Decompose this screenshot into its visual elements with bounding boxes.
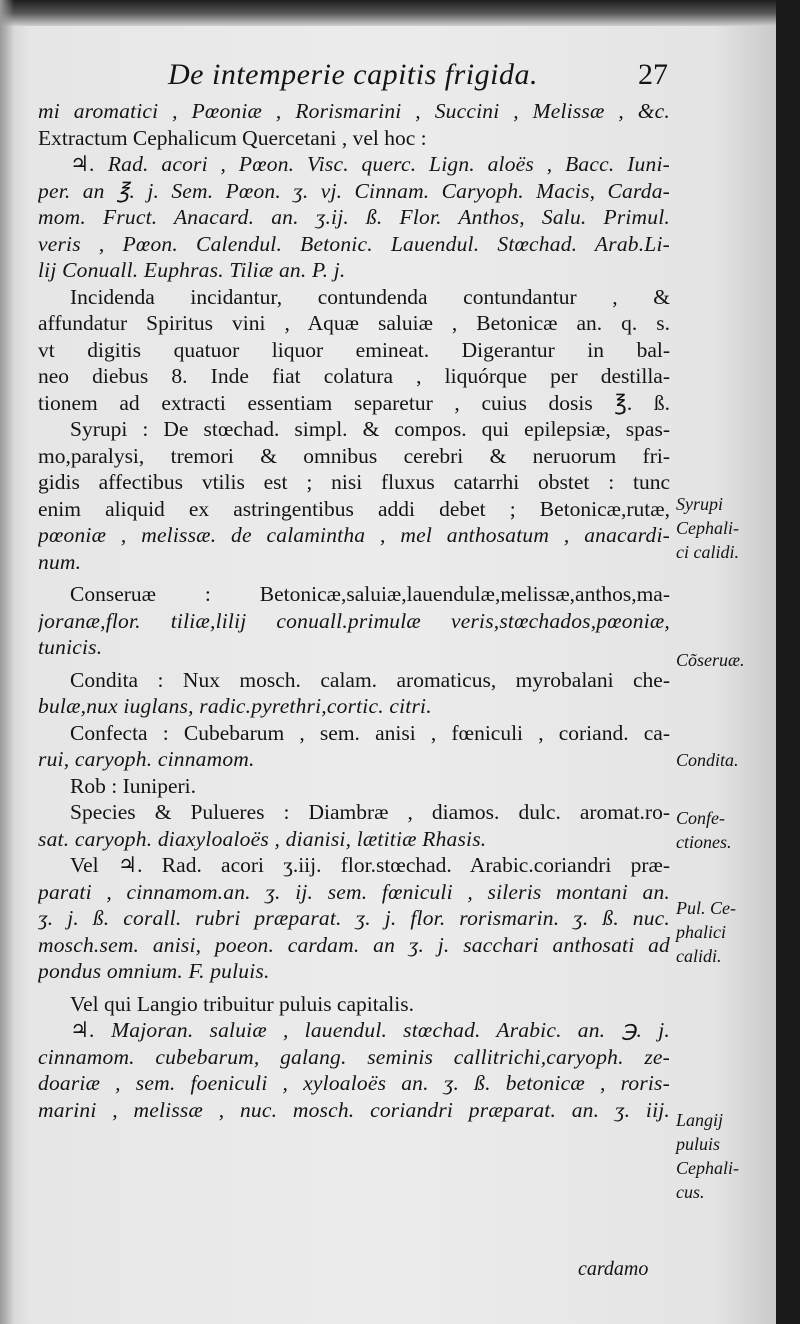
text-line: Incidenda incidantur, contundenda contundantur , & xyxy=(70,284,670,309)
text-line: Vel ♃. Rad. acori ʒ.iij. flor.stœchad. Arabic.coriandri præ- xyxy=(70,853,670,877)
text-line: bulæ,nux iuglans, radic.pyrethri,cortic. citri. xyxy=(38,694,432,718)
text-line: joranæ,flor. tiliæ,lilij conuall.primulæ veris,stœchados,pœoniæ, xyxy=(38,608,670,633)
marginal-note-line: phalici xyxy=(676,922,726,942)
text-line: lij Conuall. Euphras. Tiliæ an. P. j. xyxy=(38,258,346,282)
marginal-note-line: Cõseruæ. xyxy=(676,650,745,670)
page-number: 27 xyxy=(638,58,668,91)
marginal-note-line: Syrupi xyxy=(676,494,723,514)
text-line: pondus omnium. F. puluis. xyxy=(38,959,270,983)
text-line: sat. caryoph. diaxyloaloës , dianisi, lætitiæ Rhasis. xyxy=(38,826,487,851)
text-line: per. an ℥. j. Sem. Pœon. ʒ. vj. Cinnam. Caryoph. Macis, Carda- xyxy=(38,178,670,203)
marginal-note-line: ci calidi. xyxy=(676,542,739,562)
marginal-note-langij xyxy=(676,1108,774,1204)
text-line: mom. Fruct. Anacard. an. ʒ.ij. ß. Flor. Anthos, Salu. Primul. xyxy=(38,205,670,229)
text-line: rui, caryoph. cinnamom. xyxy=(38,747,255,771)
text-line: gidis affectibus vtilis est ; nisi fluxus catarrhi obstet : tunc xyxy=(38,470,670,494)
text-line: Conseruæ : Betonicæ,saluiæ,lauendulæ,melissæ,anthos,ma- xyxy=(70,582,670,606)
text-line: cinnamom. cubebarum, galang. seminis callitrichi,caryoph. ze- xyxy=(38,1044,670,1069)
text-line: pœoniæ , melissæ. de calamintha , mel anthosatum , anacardi- xyxy=(38,523,670,547)
text-line: Syrupi : De stœchad. simpl. & compos. qui epilepsiæ, spas- xyxy=(70,417,670,441)
text-line: tionem ad extracti essentiam separetur , cuius dosis ℥. ß. xyxy=(38,390,670,415)
text-line: enim aliquid ex astringentibus addi debet ; Betonicæ,rutæ, xyxy=(38,496,670,521)
marginal-note-line: Langij xyxy=(676,1110,724,1130)
text-line: Species & Pulueres : Diambræ , diamos. dulc. aromat.ro- xyxy=(70,800,670,824)
text-line: mi aromatici , Pœoniæ , Rorismarini , Succini , Melissæ , &c. xyxy=(38,99,670,123)
marginal-note-confectiones xyxy=(676,806,774,854)
text-line: Condita : Nux mosch. calam. aromaticus, myrobalani che- xyxy=(70,667,670,692)
text-line: num. xyxy=(38,549,82,574)
text-line: doariæ , sem. foeniculi , xyloaloës an. ʒ. ß. betonicæ , roris- xyxy=(38,1071,670,1095)
marginal-note-line: calidi. xyxy=(676,946,722,966)
page-header xyxy=(168,58,668,98)
text-line: ♃. Majoran. saluiæ , lauendul. stœchad. Arabic. an. ℈. j. xyxy=(70,1018,670,1042)
marginal-note-syrupi xyxy=(676,492,774,564)
text-line: mo,paralysi, tremori & omnibus cerebri & neruorum fri- xyxy=(38,443,670,468)
marginal-note-line: Cephali- xyxy=(676,1158,739,1178)
text-line: mosch.sem. anisi, poeon. cardam. an ʒ. j. sacchari anthosati ad xyxy=(38,932,670,957)
text-line: Extractum Cephalicum Quercetani , vel hoc : xyxy=(38,125,427,150)
marginal-note-pulueres xyxy=(676,896,774,968)
marginal-note-condita xyxy=(676,748,774,772)
running-title: De intemperie capitis frigida. xyxy=(168,58,538,91)
marginal-note-line: Confe- xyxy=(676,808,725,828)
marginal-note-line: cus. xyxy=(676,1182,705,1202)
text-line: ʒ. j. ß. corall. rubri præparat. ʒ. j. flor. rorismarin. ʒ. ß. nuc. xyxy=(38,906,670,930)
text-line: veris , Pœon. Calendul. Betonic. Lauendul. Stœchad. Arab.Li- xyxy=(38,231,670,256)
text-line: parati , cinnamom.an. ʒ. ij. sem. fœniculi , sileris montani an. xyxy=(38,879,670,904)
text-line: Rob : Iuniperi. xyxy=(70,773,196,798)
text-line: Vel qui Langio tribuitur puluis capitalis. xyxy=(70,991,414,1016)
marginal-note-line: Condita. xyxy=(676,750,739,770)
marginal-note-line: Cephali- xyxy=(676,518,739,538)
text-line: neo diebus 8. Inde fiat colatura , liquórque per destilla- xyxy=(38,364,670,388)
text-line: marini , melissæ , nuc. mosch. coriandri præparat. an. ʒ. iij. xyxy=(38,1097,670,1122)
marginal-note-line: puluis xyxy=(676,1134,721,1154)
text-line: vt digitis quatuor liquor emineat. Digerantur in bal- xyxy=(38,337,670,362)
text-line: tunicis. xyxy=(38,635,103,659)
page-top-edge xyxy=(0,0,776,26)
body-text xyxy=(38,98,670,1123)
page-gutter-shadow xyxy=(0,0,14,1324)
marginal-note-line: ctiones. xyxy=(676,832,732,852)
text-line: ♃. Rad. acori , Pœon. Visc. querc. Lign. aloës , Bacc. Iuni- xyxy=(70,152,670,176)
marginal-note-conseruae xyxy=(676,648,774,672)
marginal-note-line: Pul. Ce- xyxy=(676,898,736,918)
text-line: Confecta : Cubebarum , sem. anisi , fœniculi , coriand. ca- xyxy=(70,720,670,745)
catchword: cardamo xyxy=(578,1258,649,1280)
text-line: affundatur Spiritus vini , Aquæ saluiæ , Betonicæ an. q. s. xyxy=(38,311,670,335)
